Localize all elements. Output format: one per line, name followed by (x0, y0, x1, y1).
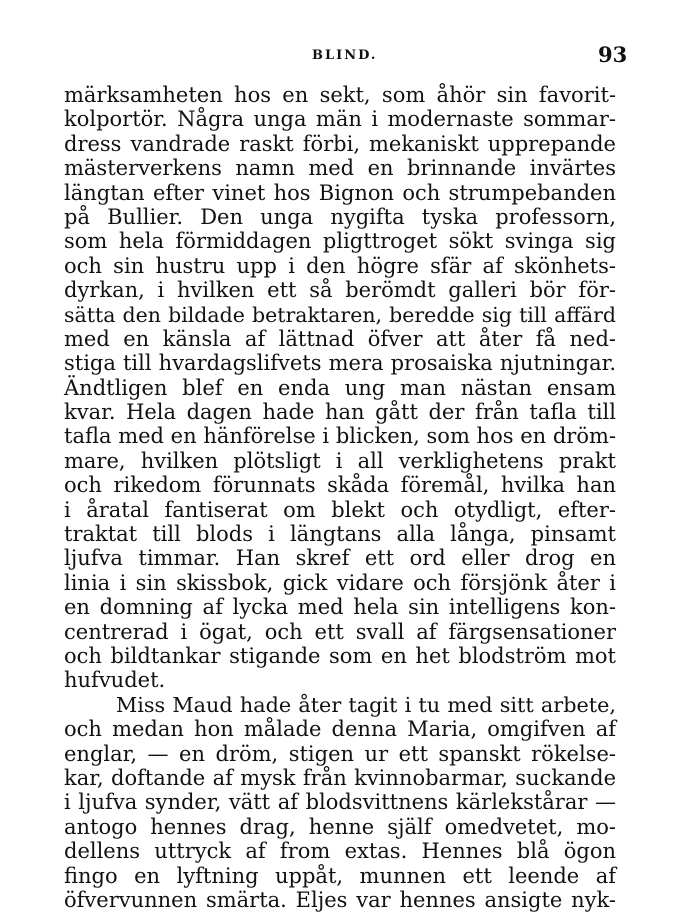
text-line: Ändtligen blef en enda ung man nästan ensam (64, 375, 616, 400)
text-line: i ljufva synder, vätt af blodsvittnens kärlekstårar — (64, 790, 616, 815)
text-line: kvar. Hela dagen hade han gått der från tafla till (64, 400, 616, 425)
text-line: och bildtankar stigande som en het blodström mot (64, 643, 616, 668)
text-line: traktat till blods i längtans alla långa, pinsamt (64, 522, 616, 547)
text-line: öfvervunnen smärta. Eljes var hennes ansigte nyk- (64, 887, 616, 912)
text-line: i åratal fantiserat om blekt och otydligt, efter- (64, 497, 616, 522)
text-line: dress vandrade raskt förbi, mekaniskt upprepande (64, 131, 616, 156)
text-line: och sin hustru upp i den högre sfär af skönhets- (64, 253, 616, 278)
text-line: antogo hennes drag, henne själf omedvetet, mo- (64, 814, 616, 839)
text-line: ljufva timmar. Han skref ett ord eller drog en (64, 546, 616, 571)
text-line: kolportör. Några unga män i modernaste sommar- (64, 107, 616, 132)
text-line: mare, hvilken plötsligt i all verklighetens prakt (64, 448, 616, 473)
text-line: kar, doftande af mysk från kvinnobarmar, suckande (64, 765, 616, 790)
body-text (64, 83, 616, 912)
text-line: linia i sin skissbok, gick vidare och försjönk åter i (64, 570, 616, 595)
text-line: på Bullier. Den unga nygifta tyska professorn, (64, 204, 616, 229)
running-title: BLIND. (312, 48, 378, 63)
text-line: fingo en lyftning uppåt, munnen ett leende af (64, 863, 616, 888)
text-line: och medan hon målade denna Maria, omgifven af (64, 717, 616, 742)
text-line: en domning af lycka med hela sin intelligens kon- (64, 595, 616, 620)
text-line: englar, — en dröm, stigen ur ett spanskt rökelse- (64, 741, 616, 766)
text-line: med en känsla af lättnad öfver att åter få ned- (64, 326, 616, 351)
text-line: centrerad i ögat, och ett svall af färgsensationer (64, 619, 616, 644)
paragraph-start-line: Miss Maud hade åter tagit i tu med sitt arbete, (116, 692, 616, 717)
text-line: tafla med en hänförelse i blicken, som hos en dröm- (64, 424, 616, 449)
running-head (0, 40, 700, 70)
text-line: märksamheten hos en sekt, som åhör sin favorit- (64, 83, 616, 107)
text-line: sätta den bildade betraktaren, beredde sig till affärd (64, 302, 616, 327)
text-line: mästerverkens namn med en brinnande invärtes (64, 156, 616, 181)
text-line: som hela förmiddagen pligttroget sökt svinga sig (64, 229, 616, 254)
text-line: dellens uttryck af from extas. Hennes blå ögon (64, 839, 616, 864)
text-line: stiga till hvardagslifvets mera prosaiska njutningar. (64, 351, 616, 376)
text-line: dyrkan, i hvilken ett så berömdt galleri bör för- (64, 278, 616, 303)
text-line: längtan efter vinet hos Bignon och strumpebanden (64, 180, 616, 205)
paragraph-end-line: hufvudet. (64, 668, 166, 693)
text-line: och rikedom förunnats skåda föremål, hvilka han (64, 473, 616, 498)
page-number: 93 (598, 42, 628, 67)
